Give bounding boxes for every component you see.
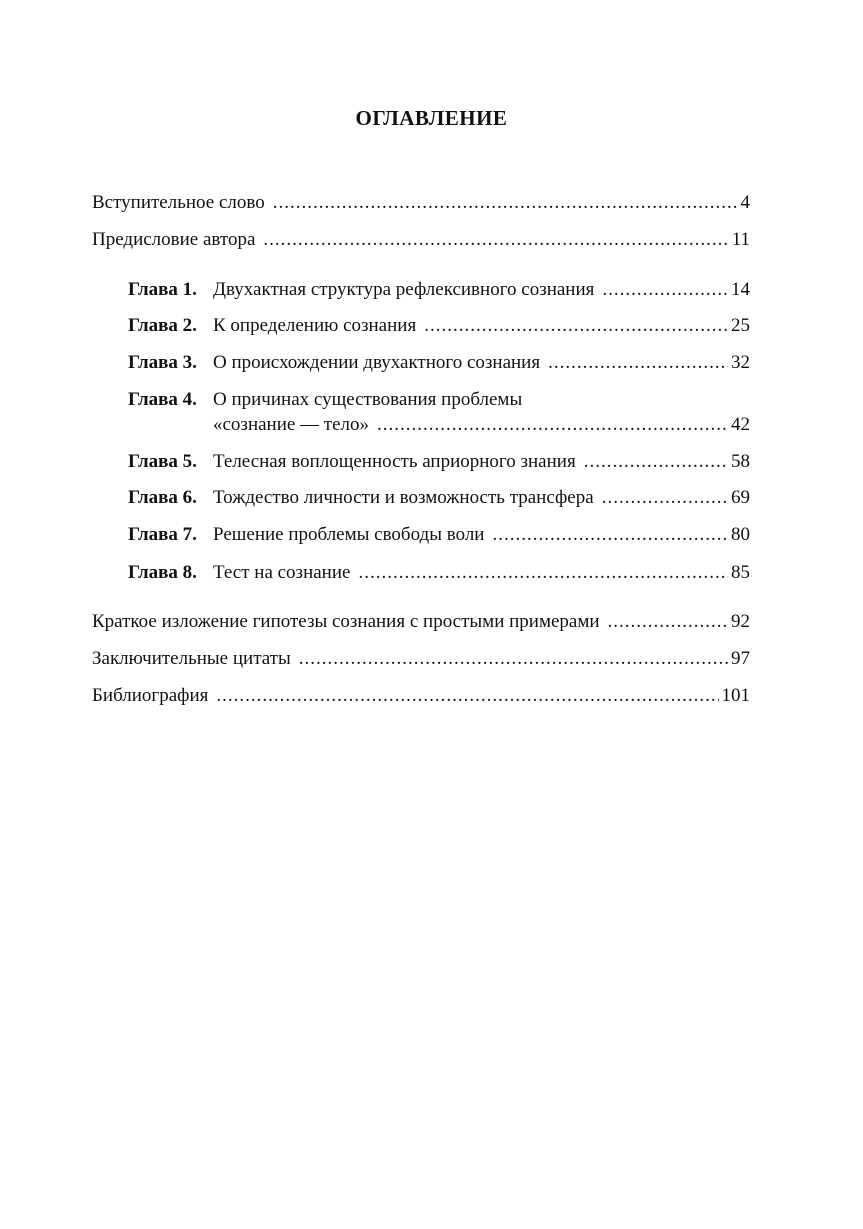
toc-entry-label-line1: О причинах существования проблемы <box>213 389 523 410</box>
dot-leader <box>608 610 728 634</box>
toc-entry-page: 69 <box>731 487 750 508</box>
dot-leader <box>602 278 728 302</box>
chapter-number: Глава 1. <box>128 279 197 300</box>
toc-entry-chapter-8[interactable] <box>213 561 750 585</box>
chapter-number: Глава 7. <box>128 524 197 545</box>
dot-leader <box>273 191 738 215</box>
toc-entry-page: 4 <box>740 192 750 213</box>
toc-entry-label: Библиография <box>92 685 209 706</box>
toc-entry-page: 11 <box>731 229 750 250</box>
dot-leader <box>216 684 718 708</box>
toc-entry-bibliography[interactable] <box>92 684 750 708</box>
toc-entry-label: Телесная воплощенность априорного знания <box>213 451 576 472</box>
toc-entry-quotes[interactable] <box>92 647 750 671</box>
toc-entry-label: Тождество личности и возможность трансфера <box>213 487 594 508</box>
toc-entry-summary[interactable] <box>92 610 750 634</box>
chapter-number: Глава 5. <box>128 451 197 472</box>
chapter-number: Глава 6. <box>128 487 197 508</box>
toc-entry-page: 58 <box>731 451 750 472</box>
dot-leader <box>377 413 728 437</box>
toc-entry-page: 42 <box>731 414 750 435</box>
page-title: ОГЛАВЛЕНИЕ <box>355 106 508 130</box>
dot-leader <box>424 314 728 338</box>
toc-entry-label: О происхождении двухактного сознания <box>213 352 541 373</box>
toc-entry-page: 97 <box>731 648 750 669</box>
toc-entry-label: Тест на сознание <box>213 562 351 583</box>
toc-entry-preface[interactable] <box>92 228 750 252</box>
toc-entry-page: 92 <box>731 611 750 632</box>
toc-entry-label: К определению сознания <box>213 315 417 336</box>
toc-entry-label: Краткое изложение гипотезы сознания с простыми примерами <box>92 611 600 632</box>
toc-entry-intro[interactable] <box>92 191 750 215</box>
toc-entry-chapter-3[interactable] <box>213 351 750 375</box>
toc-entry-page: 101 <box>721 685 750 706</box>
dot-leader <box>584 450 728 474</box>
toc-entry-label: Вступительное слово <box>92 192 265 213</box>
toc-entry-chapter-5[interactable] <box>213 450 750 474</box>
toc-entry-chapter-7[interactable] <box>213 523 750 547</box>
chapter-number: Глава 4. <box>128 389 197 410</box>
toc-entry-page: 80 <box>731 524 750 545</box>
toc-entry-label: «сознание — тело» <box>213 414 370 435</box>
toc-entry-page: 85 <box>731 562 750 583</box>
toc-entry-page: 14 <box>731 279 750 300</box>
toc-entry-chapter-6[interactable] <box>213 486 750 510</box>
dot-leader <box>602 486 728 510</box>
toc-entry-chapter-4[interactable] <box>213 413 750 437</box>
dot-leader <box>358 561 728 585</box>
dot-leader <box>548 351 728 375</box>
toc-entry-label: Двухактная структура рефлексивного сознания <box>213 279 595 300</box>
dot-leader <box>263 228 728 252</box>
toc-entry-page: 32 <box>731 352 750 373</box>
toc-entry-label: Решение проблемы свободы воли <box>213 524 485 545</box>
chapter-number: Глава 8. <box>128 562 197 583</box>
toc-entry-label: Предисловие автора <box>92 229 256 250</box>
toc-entry-page: 25 <box>731 315 750 336</box>
chapter-number: Глава 2. <box>128 315 197 336</box>
chapter-number: Глава 3. <box>128 352 197 373</box>
toc-entry-chapter-1[interactable] <box>213 278 750 302</box>
toc-entry-label: Заключительные цитаты <box>92 648 291 669</box>
dot-leader <box>492 523 728 547</box>
dot-leader <box>299 647 728 671</box>
toc-entry-chapter-2[interactable] <box>213 314 750 338</box>
